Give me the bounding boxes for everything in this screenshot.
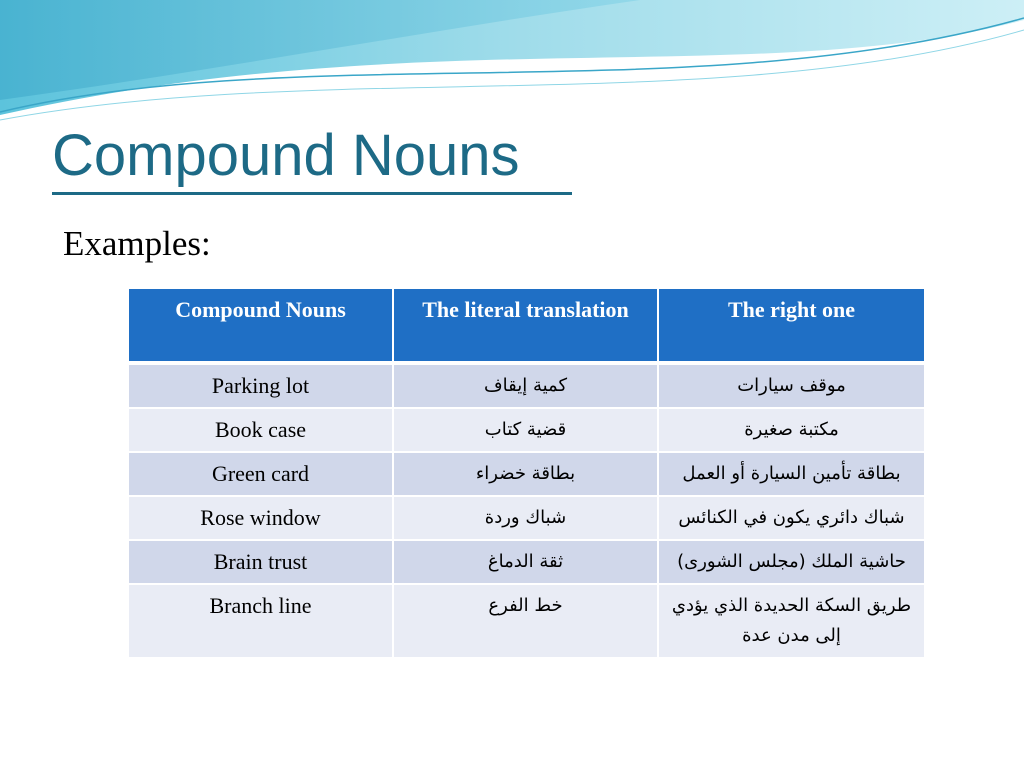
header-literal-translation: The literal translation [393, 288, 658, 363]
right-translation-cell: مكتبة صغيرة [658, 408, 925, 452]
literal-translation-cell: ثقة الدماغ [393, 540, 658, 584]
compound-noun-cell: Green card [128, 452, 393, 496]
compound-noun-cell: Rose window [128, 496, 393, 540]
table-row [128, 408, 925, 452]
literal-translation-cell: خط الفرع [393, 584, 658, 658]
title-underline [52, 192, 572, 195]
table-row [128, 584, 925, 658]
compound-nouns-table [127, 287, 926, 659]
header-right-translation: The right one [658, 288, 925, 363]
compound-noun-cell: Branch line [128, 584, 393, 658]
header-wave-decoration [0, 0, 1024, 130]
right-translation-cell: موقف سيارات [658, 363, 925, 408]
right-translation-cell: بطاقة تأمين السيارة أو العمل [658, 452, 925, 496]
literal-translation-cell: بطاقة خضراء [393, 452, 658, 496]
table-row [128, 363, 925, 408]
literal-translation-cell: شباك وردة [393, 496, 658, 540]
right-translation-cell: شباك دائري يكون في الكنائس [658, 496, 925, 540]
page-title: Compound Nouns [52, 123, 520, 188]
literal-translation-cell: قضية كتاب [393, 408, 658, 452]
compound-noun-cell: Parking lot [128, 363, 393, 408]
table-header-row [128, 288, 925, 363]
right-translation-cell: طريق السكة الحديدة الذي يؤدي إلى مدن عدة [658, 584, 925, 658]
header-compound-nouns: Compound Nouns [128, 288, 393, 363]
compound-noun-cell: Book case [128, 408, 393, 452]
examples-label: Examples: [63, 224, 211, 263]
right-translation-cell: حاشية الملك (مجلس الشورى) [658, 540, 925, 584]
table-row [128, 452, 925, 496]
table-row [128, 540, 925, 584]
compound-noun-cell: Brain trust [128, 540, 393, 584]
literal-translation-cell: كمية إيقاف [393, 363, 658, 408]
table-row [128, 496, 925, 540]
